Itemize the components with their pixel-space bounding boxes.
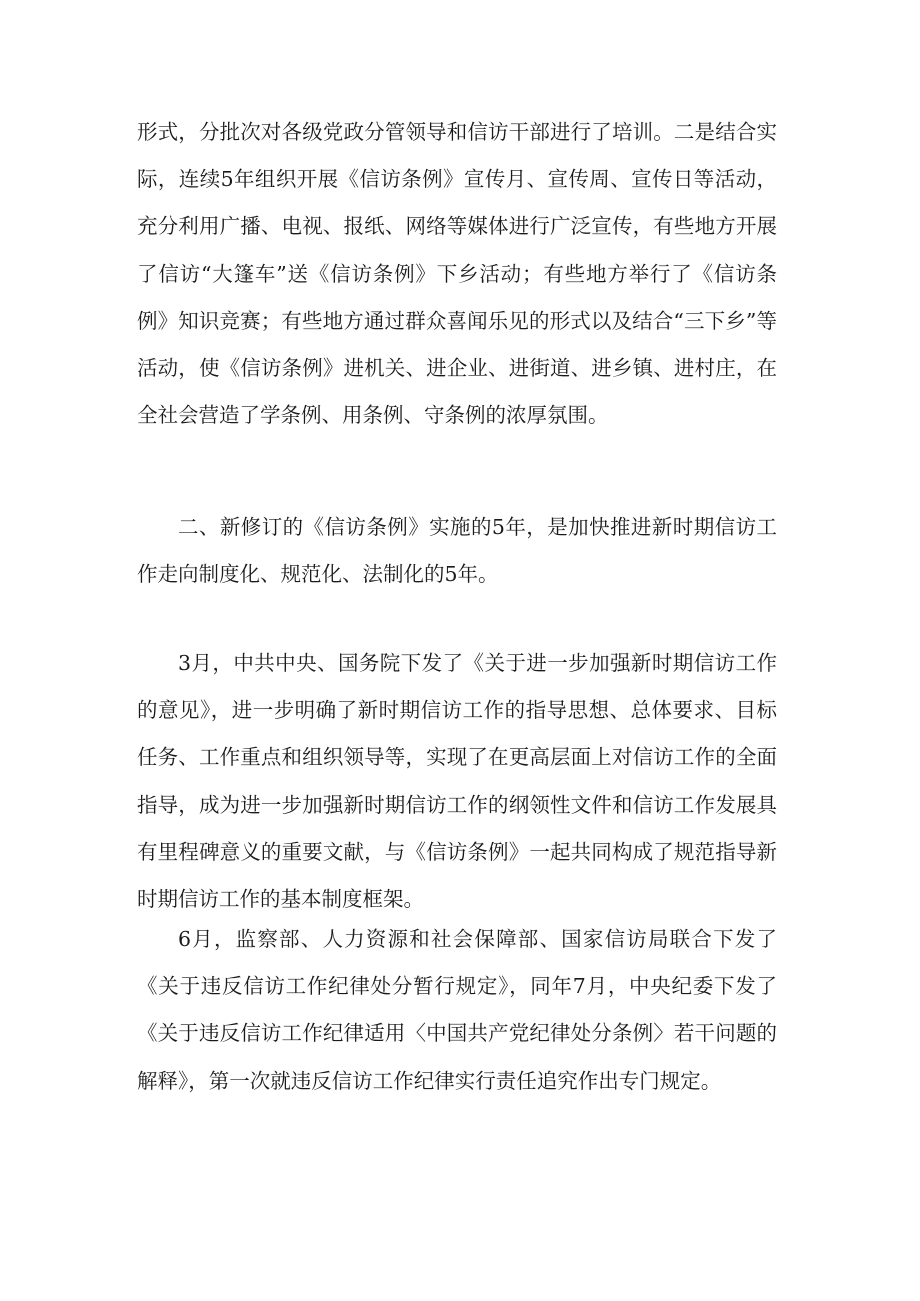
paragraph-section-two-heading: 二、新修订的《信访条例》实施的5年，是加快推进新时期信访工作走向制度化、规范化、法制化的5年。 [137,515,777,587]
paragraph-june-regulations: 6月，监察部、人力资源和社会保障部、国家信访局联合下发了《关于违反信访工作纪律处分暂行规定》，同年7月，中央纪委下发了《关于违反信访工作纪律适用〈中国共产党纪律处分条例〉若干问题的解释》，第一次就违反信访工作纪律实行责任追究作出专门规定。 [137,927,777,1093]
paragraph-training-publicity: 形式，分批次对各级党政分管领导和信访干部进行了培训。二是结合实际，连续5年组织开展《信访条例》宣传月、宣传周、宣传日等活动，充分利用广播、电视、报纸、网络等媒体进行广泛宣传，有些地方开展了信访“大篷车”送《信访条例》下乡活动；有些地方举行了《信访条例》知识竞赛；有些地方通过群众喜闻乐见的形式以及结合“三下乡”等活动，使《信访条例》进机关、进企业、进街道、进乡镇、进村庄，在全社会营造了学条例、用条例、守条例的浓厚氛围。 [137,120,777,428]
paragraph-march-opinions: 3月，中共中央、国务院下发了《关于进一步加强新时期信访工作的意见》，进一步明确了新时期信访工作的指导思想、总体要求、目标任务、工作重点和组织领导等，实现了在更高层面上对信访工作的全面指导，成为进一步加强新时期信访工作的纲领性文件和信访工作发展具有里程碑意义的重要文献，与《信访条例》一起共同构成了规范指导新时期信访工作的基本制度框架。 [137,651,777,912]
